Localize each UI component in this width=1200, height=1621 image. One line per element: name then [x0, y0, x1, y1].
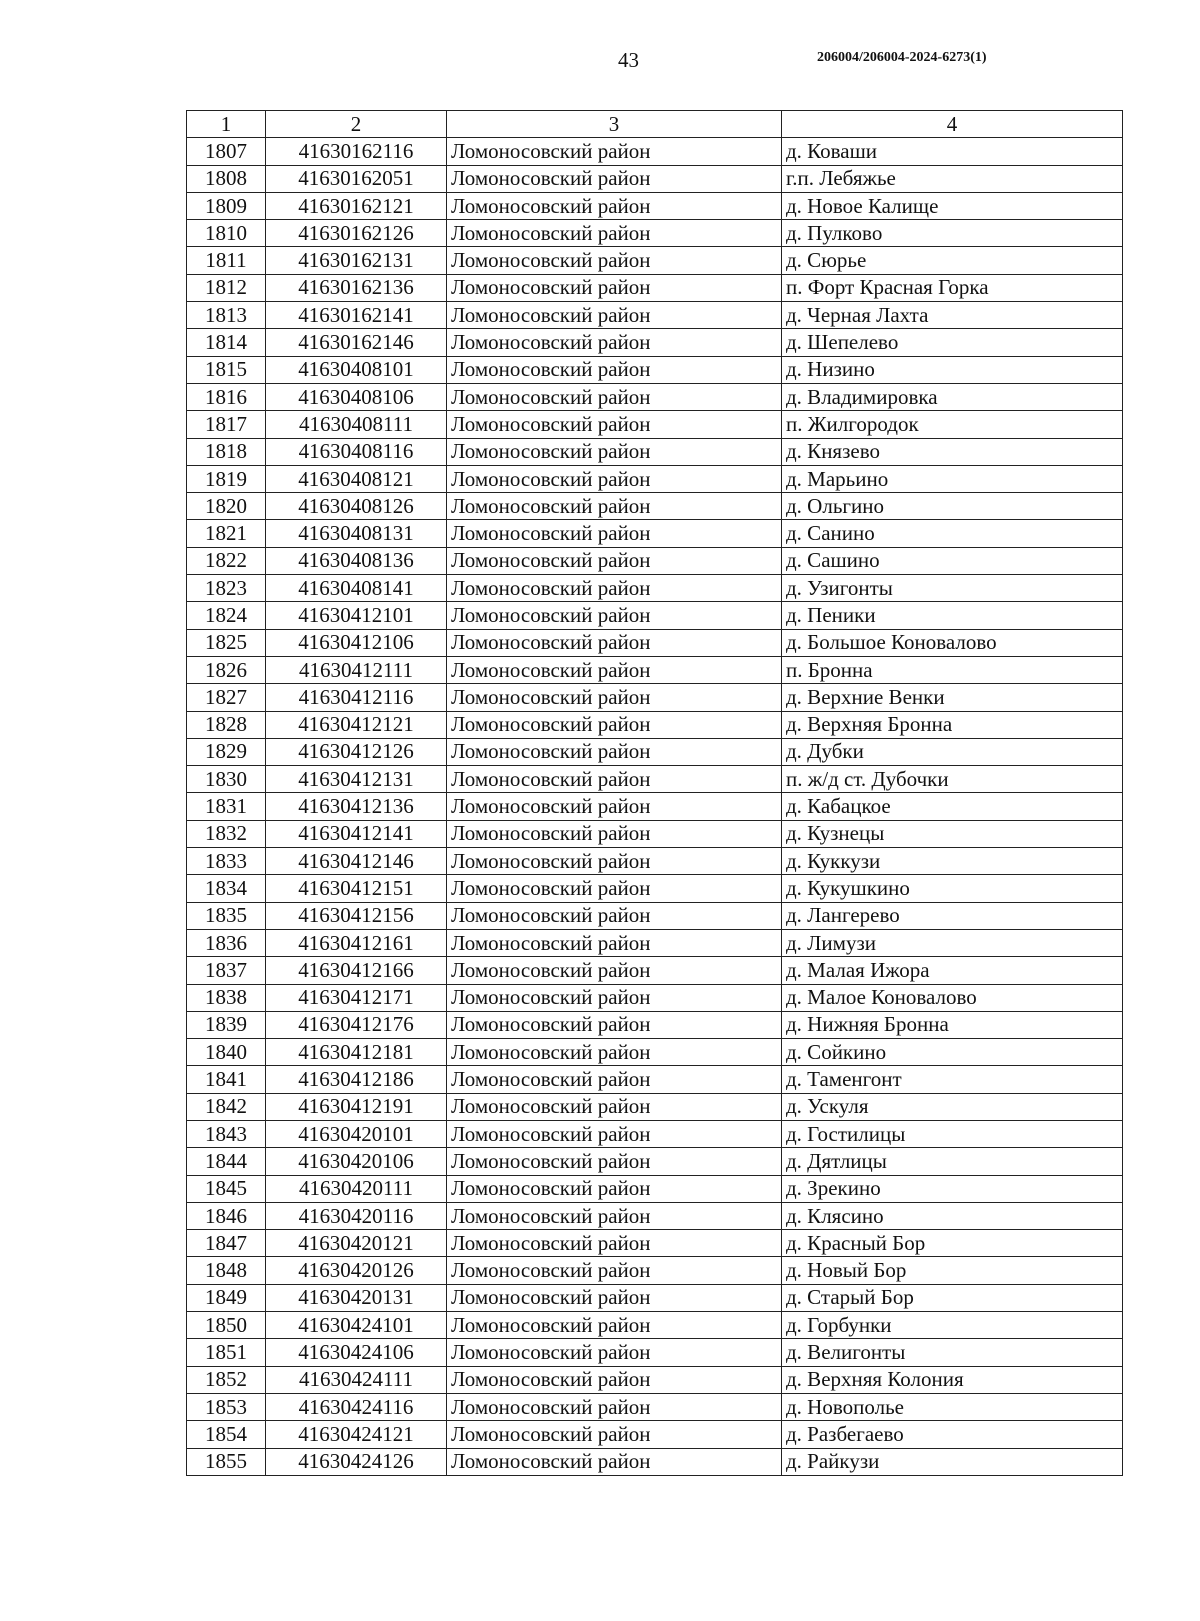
locality-cell: д. Ускуля [782, 1093, 1123, 1120]
row-number-cell: 1830 [187, 766, 266, 793]
table-row [187, 1148, 1123, 1175]
locality-cell: д. Марьино [782, 465, 1123, 492]
district-cell: Ломоносовский район [447, 1448, 782, 1475]
column-header-3: 3 [447, 111, 782, 138]
code-cell: 41630412146 [266, 848, 447, 875]
table-row [187, 1339, 1123, 1366]
district-cell: Ломоносовский район [447, 1202, 782, 1229]
code-cell: 41630162051 [266, 165, 447, 192]
row-number-cell: 1847 [187, 1230, 266, 1257]
table-row [187, 138, 1123, 165]
code-cell: 41630412191 [266, 1093, 447, 1120]
table-row [187, 356, 1123, 383]
code-cell: 41630412161 [266, 929, 447, 956]
code-cell: 41630412116 [266, 684, 447, 711]
code-cell: 41630412151 [266, 875, 447, 902]
locality-table [186, 110, 1123, 1476]
locality-cell: д. Старый Бор [782, 1284, 1123, 1311]
district-cell: Ломоносовский район [447, 465, 782, 492]
district-cell: Ломоносовский район [447, 165, 782, 192]
locality-cell: д. Узигонты [782, 575, 1123, 602]
locality-cell: д. Нижняя Бронна [782, 1011, 1123, 1038]
code-cell: 41630408141 [266, 575, 447, 602]
locality-cell: д. Санино [782, 520, 1123, 547]
code-cell: 41630424116 [266, 1393, 447, 1420]
locality-cell: д. Кукушкино [782, 875, 1123, 902]
table-body [187, 138, 1123, 1476]
column-header-4: 4 [782, 111, 1123, 138]
code-cell: 41630408101 [266, 356, 447, 383]
locality-cell: д. Гостилицы [782, 1120, 1123, 1147]
code-cell: 41630420101 [266, 1120, 447, 1147]
locality-cell: п. Жилгородок [782, 411, 1123, 438]
code-cell: 41630408111 [266, 411, 447, 438]
row-number-cell: 1808 [187, 165, 266, 192]
table-row [187, 302, 1123, 329]
row-number-cell: 1829 [187, 738, 266, 765]
header-row [187, 111, 1123, 138]
row-number-cell: 1839 [187, 1011, 266, 1038]
district-cell: Ломоносовский район [447, 1093, 782, 1120]
district-cell: Ломоносовский район [447, 1230, 782, 1257]
district-cell: Ломоносовский район [447, 520, 782, 547]
district-cell: Ломоносовский район [447, 1175, 782, 1202]
row-number-cell: 1824 [187, 602, 266, 629]
code-cell: 41630162131 [266, 247, 447, 274]
district-cell: Ломоносовский район [447, 902, 782, 929]
district-cell: Ломоносовский район [447, 383, 782, 410]
locality-cell: д. Ольгино [782, 493, 1123, 520]
code-cell: 41630424106 [266, 1339, 447, 1366]
table-row [187, 1284, 1123, 1311]
locality-cell: д. Владимировка [782, 383, 1123, 410]
code-cell: 41630412131 [266, 766, 447, 793]
locality-cell: д. Райкузи [782, 1448, 1123, 1475]
table-row [187, 929, 1123, 956]
district-cell: Ломоносовский район [447, 274, 782, 301]
row-number-cell: 1836 [187, 929, 266, 956]
district-cell: Ломоносовский район [447, 984, 782, 1011]
code-cell: 41630412126 [266, 738, 447, 765]
table-row [187, 465, 1123, 492]
code-cell: 41630412156 [266, 902, 447, 929]
table-header [187, 111, 1123, 138]
document-id: 206004/206004-2024-6273(1) [817, 50, 987, 65]
code-cell: 41630162136 [266, 274, 447, 301]
table-row [187, 820, 1123, 847]
table-row [187, 1230, 1123, 1257]
district-cell: Ломоносовский район [447, 438, 782, 465]
code-cell: 41630408106 [266, 383, 447, 410]
code-cell: 41630412106 [266, 629, 447, 656]
row-number-cell: 1837 [187, 957, 266, 984]
locality-cell: п. ж/д ст. Дубочки [782, 766, 1123, 793]
table-row [187, 220, 1123, 247]
district-cell: Ломоносовский район [447, 547, 782, 574]
locality-cell: г.п. Лебяжье [782, 165, 1123, 192]
district-cell: Ломоносовский район [447, 1312, 782, 1339]
district-cell: Ломоносовский район [447, 820, 782, 847]
locality-cell: д. Черная Лахта [782, 302, 1123, 329]
table-row [187, 711, 1123, 738]
table-row [187, 1257, 1123, 1284]
row-number-cell: 1851 [187, 1339, 266, 1366]
code-cell: 41630162121 [266, 192, 447, 219]
district-cell: Ломоносовский район [447, 929, 782, 956]
locality-cell: д. Лимузи [782, 929, 1123, 956]
district-cell: Ломоносовский район [447, 684, 782, 711]
code-cell: 41630162146 [266, 329, 447, 356]
row-number-cell: 1825 [187, 629, 266, 656]
code-cell: 41630412101 [266, 602, 447, 629]
table-row [187, 247, 1123, 274]
table-row [187, 684, 1123, 711]
code-cell: 41630162141 [266, 302, 447, 329]
table-row [187, 575, 1123, 602]
table-row [187, 438, 1123, 465]
district-cell: Ломоносовский район [447, 1066, 782, 1093]
code-cell: 41630412141 [266, 820, 447, 847]
district-cell: Ломоносовский район [447, 793, 782, 820]
code-cell: 41630412171 [266, 984, 447, 1011]
locality-cell: д. Куккузи [782, 848, 1123, 875]
district-cell: Ломоносовский район [447, 220, 782, 247]
district-cell: Ломоносовский район [447, 1421, 782, 1448]
table-row [187, 656, 1123, 683]
code-cell: 41630424101 [266, 1312, 447, 1339]
row-number-cell: 1833 [187, 848, 266, 875]
code-cell: 41630424121 [266, 1421, 447, 1448]
row-number-cell: 1810 [187, 220, 266, 247]
row-number-cell: 1842 [187, 1093, 266, 1120]
table-row [187, 848, 1123, 875]
locality-cell: д. Новое Калище [782, 192, 1123, 219]
table-row [187, 957, 1123, 984]
table-row [187, 520, 1123, 547]
row-number-cell: 1848 [187, 1257, 266, 1284]
district-cell: Ломоносовский район [447, 1339, 782, 1366]
district-cell: Ломоносовский район [447, 411, 782, 438]
locality-cell: д. Горбунки [782, 1312, 1123, 1339]
locality-cell: д. Сойкино [782, 1039, 1123, 1066]
district-cell: Ломоносовский район [447, 192, 782, 219]
locality-cell: д. Красный Бор [782, 1230, 1123, 1257]
row-number-cell: 1817 [187, 411, 266, 438]
district-cell: Ломоносовский район [447, 1148, 782, 1175]
table-row [187, 329, 1123, 356]
code-cell: 41630162116 [266, 138, 447, 165]
row-number-cell: 1841 [187, 1066, 266, 1093]
code-cell: 41630408116 [266, 438, 447, 465]
row-number-cell: 1819 [187, 465, 266, 492]
table-row [187, 984, 1123, 1011]
table-row [187, 1039, 1123, 1066]
district-cell: Ломоносовский район [447, 957, 782, 984]
locality-cell: д. Большое Коновалово [782, 629, 1123, 656]
locality-cell: д. Новополье [782, 1393, 1123, 1420]
row-number-cell: 1813 [187, 302, 266, 329]
row-number-cell: 1849 [187, 1284, 266, 1311]
row-number-cell: 1840 [187, 1039, 266, 1066]
code-cell: 41630408131 [266, 520, 447, 547]
locality-cell: д. Таменгонт [782, 1066, 1123, 1093]
table-row [187, 1421, 1123, 1448]
district-cell: Ломоносовский район [447, 356, 782, 383]
row-number-cell: 1812 [187, 274, 266, 301]
row-number-cell: 1827 [187, 684, 266, 711]
locality-cell: д. Сюрье [782, 247, 1123, 274]
code-cell: 41630412181 [266, 1039, 447, 1066]
district-cell: Ломоносовский район [447, 329, 782, 356]
row-number-cell: 1831 [187, 793, 266, 820]
code-cell: 41630420126 [266, 1257, 447, 1284]
district-cell: Ломоносовский район [447, 1284, 782, 1311]
code-cell: 41630408136 [266, 547, 447, 574]
code-cell: 41630420116 [266, 1202, 447, 1229]
row-number-cell: 1835 [187, 902, 266, 929]
row-number-cell: 1852 [187, 1366, 266, 1393]
code-cell: 41630420131 [266, 1284, 447, 1311]
code-cell: 41630412186 [266, 1066, 447, 1093]
table-row [187, 1366, 1123, 1393]
locality-cell: д. Кузнецы [782, 820, 1123, 847]
row-number-cell: 1807 [187, 138, 266, 165]
row-number-cell: 1820 [187, 493, 266, 520]
table-row [187, 738, 1123, 765]
district-cell: Ломоносовский район [447, 766, 782, 793]
district-cell: Ломоносовский район [447, 1039, 782, 1066]
locality-cell: д. Верхняя Бронна [782, 711, 1123, 738]
table-row [187, 1202, 1123, 1229]
table-row [187, 1011, 1123, 1038]
locality-cell: д. Князево [782, 438, 1123, 465]
table-row [187, 165, 1123, 192]
district-cell: Ломоносовский район [447, 629, 782, 656]
table-row [187, 875, 1123, 902]
locality-cell: д. Пулково [782, 220, 1123, 247]
row-number-cell: 1853 [187, 1393, 266, 1420]
code-cell: 41630412166 [266, 957, 447, 984]
table-row [187, 1312, 1123, 1339]
district-cell: Ломоносовский район [447, 848, 782, 875]
district-cell: Ломоносовский район [447, 1393, 782, 1420]
row-number-cell: 1815 [187, 356, 266, 383]
locality-cell: д. Новый Бор [782, 1257, 1123, 1284]
row-number-cell: 1823 [187, 575, 266, 602]
locality-cell: д. Зрекино [782, 1175, 1123, 1202]
code-cell: 41630412111 [266, 656, 447, 683]
district-cell: Ломоносовский район [447, 1120, 782, 1147]
row-number-cell: 1828 [187, 711, 266, 738]
row-number-cell: 1818 [187, 438, 266, 465]
code-cell: 41630408126 [266, 493, 447, 520]
table-row [187, 411, 1123, 438]
locality-cell: д. Верхние Венки [782, 684, 1123, 711]
column-header-1: 1 [187, 111, 266, 138]
row-number-cell: 1844 [187, 1148, 266, 1175]
code-cell: 41630420121 [266, 1230, 447, 1257]
district-cell: Ломоносовский район [447, 493, 782, 520]
row-number-cell: 1814 [187, 329, 266, 356]
column-header-2: 2 [266, 111, 447, 138]
table-row [187, 766, 1123, 793]
row-number-cell: 1846 [187, 1202, 266, 1229]
district-cell: Ломоносовский район [447, 575, 782, 602]
row-number-cell: 1855 [187, 1448, 266, 1475]
locality-cell: п. Форт Красная Горка [782, 274, 1123, 301]
locality-cell: д. Шепелево [782, 329, 1123, 356]
code-cell: 41630162126 [266, 220, 447, 247]
code-cell: 41630412136 [266, 793, 447, 820]
locality-cell: д. Лангерево [782, 902, 1123, 929]
table-row [187, 274, 1123, 301]
row-number-cell: 1850 [187, 1312, 266, 1339]
code-cell: 41630412121 [266, 711, 447, 738]
row-number-cell: 1843 [187, 1120, 266, 1147]
district-cell: Ломоносовский район [447, 1366, 782, 1393]
locality-cell: д. Дубки [782, 738, 1123, 765]
row-number-cell: 1809 [187, 192, 266, 219]
table-row [187, 793, 1123, 820]
locality-cell: п. Бронна [782, 656, 1123, 683]
table-row [187, 629, 1123, 656]
table-row [187, 383, 1123, 410]
locality-cell: д. Верхняя Колония [782, 1366, 1123, 1393]
locality-cell: д. Кабацкое [782, 793, 1123, 820]
district-cell: Ломоносовский район [447, 1257, 782, 1284]
locality-cell: д. Клясино [782, 1202, 1123, 1229]
row-number-cell: 1811 [187, 247, 266, 274]
row-number-cell: 1832 [187, 820, 266, 847]
locality-cell: д. Низино [782, 356, 1123, 383]
code-cell: 41630412176 [266, 1011, 447, 1038]
locality-cell: д. Сашино [782, 547, 1123, 574]
row-number-cell: 1821 [187, 520, 266, 547]
code-cell: 41630424111 [266, 1366, 447, 1393]
table-row [187, 1120, 1123, 1147]
district-cell: Ломоносовский район [447, 138, 782, 165]
page-number: 43 [618, 48, 639, 72]
locality-cell: д. Коваши [782, 138, 1123, 165]
table-row [187, 1066, 1123, 1093]
district-cell: Ломоносовский район [447, 247, 782, 274]
district-cell: Ломоносовский район [447, 711, 782, 738]
row-number-cell: 1822 [187, 547, 266, 574]
table-row [187, 1393, 1123, 1420]
row-number-cell: 1826 [187, 656, 266, 683]
code-cell: 41630424126 [266, 1448, 447, 1475]
table-row [187, 1448, 1123, 1475]
code-cell: 41630420106 [266, 1148, 447, 1175]
code-cell: 41630420111 [266, 1175, 447, 1202]
district-cell: Ломоносовский район [447, 656, 782, 683]
row-number-cell: 1845 [187, 1175, 266, 1202]
district-cell: Ломоносовский район [447, 738, 782, 765]
district-cell: Ломоносовский район [447, 602, 782, 629]
locality-cell: д. Малая Ижора [782, 957, 1123, 984]
table-row [187, 902, 1123, 929]
table-row [187, 192, 1123, 219]
district-cell: Ломоносовский район [447, 1011, 782, 1038]
district-cell: Ломоносовский район [447, 302, 782, 329]
row-number-cell: 1816 [187, 383, 266, 410]
district-cell: Ломоносовский район [447, 875, 782, 902]
table-row [187, 1175, 1123, 1202]
table-row [187, 547, 1123, 574]
code-cell: 41630408121 [266, 465, 447, 492]
locality-cell: д. Малое Коновалово [782, 984, 1123, 1011]
locality-cell: д. Велигонты [782, 1339, 1123, 1366]
table-row [187, 602, 1123, 629]
locality-cell: д. Разбегаево [782, 1421, 1123, 1448]
table-row [187, 1093, 1123, 1120]
row-number-cell: 1834 [187, 875, 266, 902]
table-row [187, 493, 1123, 520]
locality-cell: д. Пеники [782, 602, 1123, 629]
locality-cell: д. Дятлицы [782, 1148, 1123, 1175]
row-number-cell: 1854 [187, 1421, 266, 1448]
row-number-cell: 1838 [187, 984, 266, 1011]
